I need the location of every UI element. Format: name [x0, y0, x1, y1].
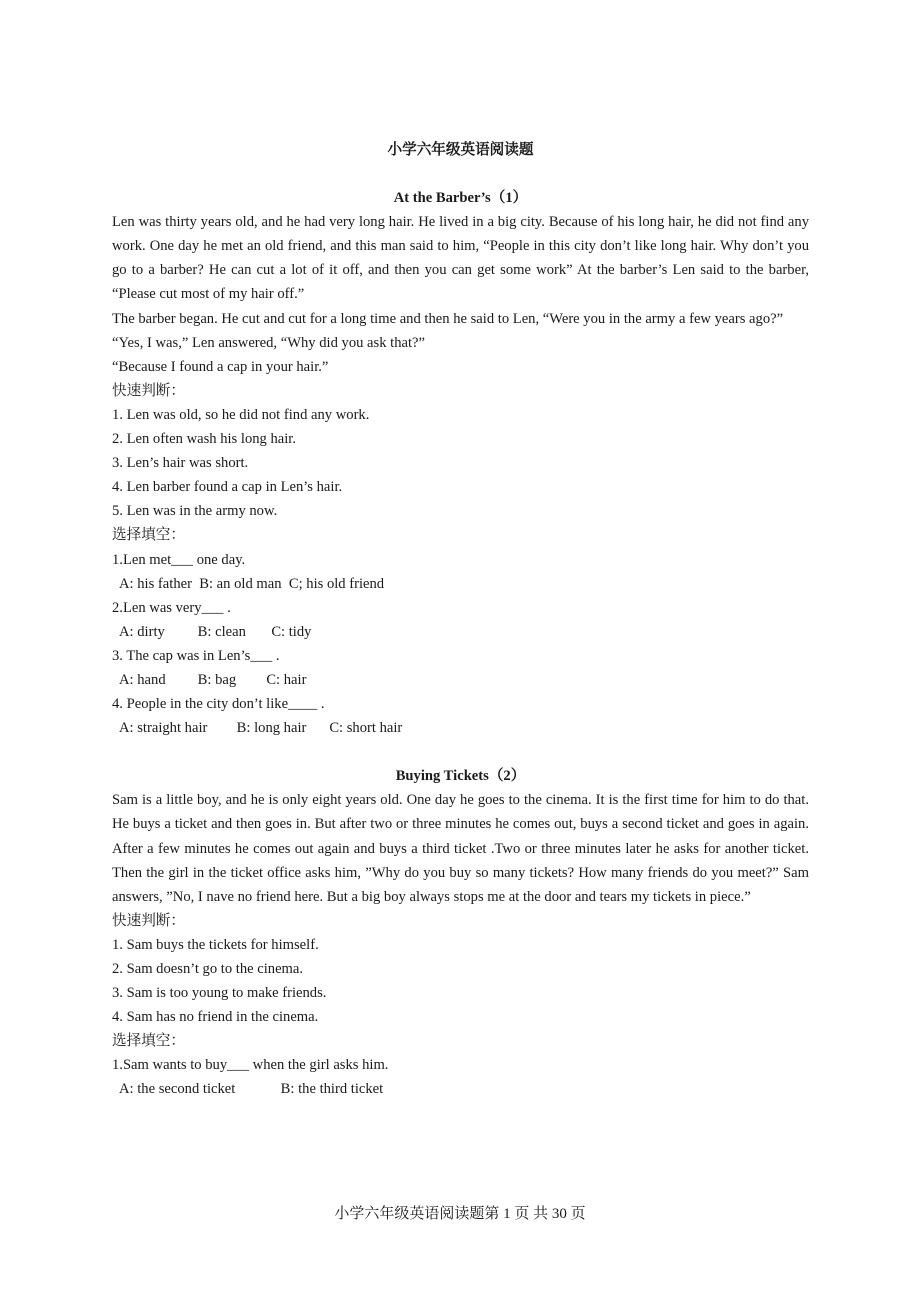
judge-heading: 快速判断：	[112, 912, 185, 929]
option: A: straight hair	[119, 720, 208, 737]
passage-paragraph: Len was thirty years old, and he had very long hair. He lived in a big city. Because of his long hair, he did not find any work. One day he met an old friend, and this man said to him, “People in this city don’t like long hair. Why don’t you go to a barber? He can cut a lot of it off, and then you can get some work” At the barber’s Len said to the barber, “Please cut most of my hair off.”	[112, 214, 809, 303]
option: C; his old friend	[288, 575, 385, 592]
judge-item: 5. Len was in the army now.	[112, 503, 278, 520]
page-footer: 小学六年级英语阅读题第 1 页 共 30 页	[334, 1206, 586, 1222]
question: 1.Sam wants to buy___ when the girl asks him.	[112, 1057, 389, 1074]
option: C: short hair	[329, 720, 403, 737]
judge-item: 3. Sam is too young to make friends.	[112, 985, 327, 1002]
section-title-tickets: Buying Tickets（2）	[395, 768, 526, 785]
passage-paragraph: Sam is a little boy, and he is only eight years old. One day he goes to the cinema. It is the first time for him to do that. He buys a ticket and then goes in. But after two or three minutes he comes out, buys a second ticket and goes in again. After a few minutes he comes out again and buys a third ticket .Two or three minutes later he asks for another ticket. Then the girl in the ticket office asks him, ”Why do you buy so many tickets? How many friends do you meet?” Sam answers, ”No, I nave no friend here. But a big boy always stops me at the door and tears my tickets in piece.”	[112, 792, 809, 905]
options-row	[112, 716, 809, 740]
dialog-line: “Because I found a cap in your hair.”	[112, 358, 329, 375]
option: A: hand	[119, 671, 166, 688]
choice-heading: 选择填空：	[112, 527, 185, 544]
option: B: clean	[197, 623, 246, 640]
question: 2.Len was very___ .	[112, 599, 231, 616]
document-title: 小学六年级英语阅读题	[387, 142, 534, 158]
judge-item: 1. Sam buys the tickets for himself.	[112, 936, 319, 953]
option: B: an old man	[199, 575, 282, 592]
judge-item: 2. Sam doesn’t go to the cinema.	[112, 961, 304, 977]
option: B: bag	[197, 671, 237, 688]
option: C: hair	[266, 671, 307, 688]
judge-item: 4. Len barber found a cap in Len’s hair.	[112, 479, 343, 496]
choice-heading: 选择填空：	[112, 1033, 185, 1050]
options-row	[112, 668, 809, 692]
option: A: dirty	[119, 623, 165, 640]
option: A: his father	[119, 575, 192, 592]
judge-item: 3. Len’s hair was short.	[112, 455, 249, 472]
document-page	[112, 138, 809, 1102]
options-row	[112, 620, 809, 644]
question: 4. People in the city don’t like____ .	[112, 696, 325, 713]
passage-paragraph: The barber began. He cut and cut for a long time and then he said to Len, “Were you in the army a few years ago?”	[112, 310, 784, 327]
option: B: long hair	[236, 720, 307, 737]
question: 1.Len met___ one day.	[112, 551, 246, 568]
judge-item: 4. Sam has no friend in the cinema.	[112, 1009, 319, 1026]
judge-heading: 快速判断：	[112, 382, 185, 399]
dialog-line: “Yes, I was,” Len answered, “Why did you ask that?”	[112, 334, 425, 351]
judge-item: 1. Len was old, so he did not find any work.	[112, 406, 370, 423]
question: 3. The cap was in Len’s___ .	[112, 647, 280, 664]
section-title-barber: At the Barber’s（1）	[393, 190, 528, 207]
section-spacer	[112, 740, 809, 764]
options-row	[112, 1077, 809, 1101]
options-row	[112, 572, 809, 596]
option: A: the second ticket	[119, 1081, 236, 1098]
option: C: tidy	[271, 623, 312, 640]
judge-item: 2. Len often wash his long hair.	[112, 431, 297, 448]
option: B: the third ticket	[280, 1081, 384, 1098]
